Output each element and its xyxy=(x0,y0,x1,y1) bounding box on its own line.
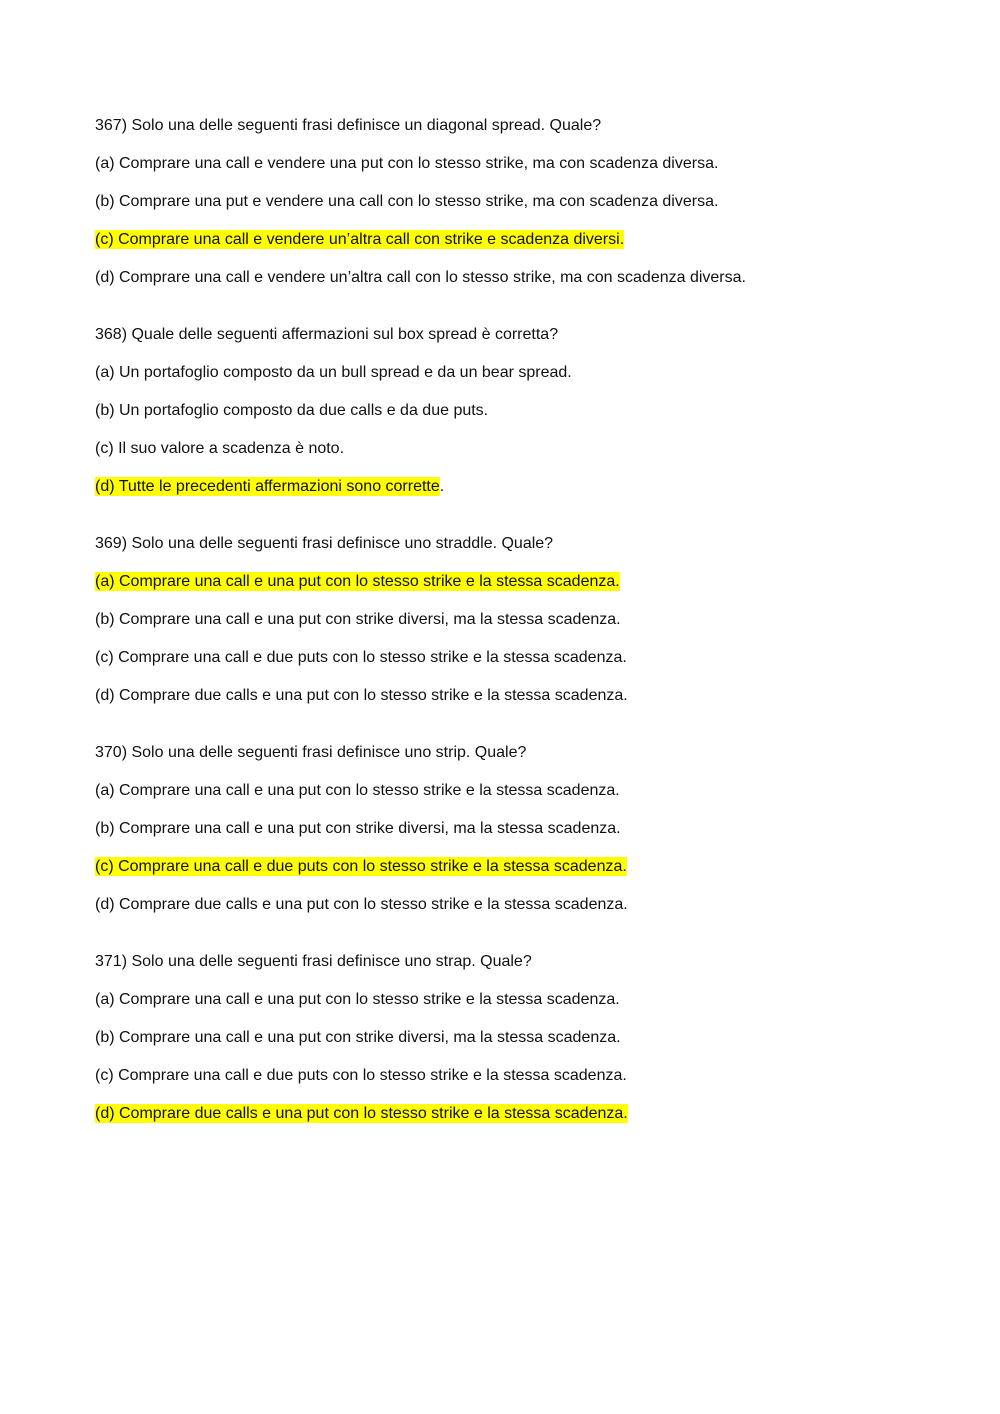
answer-option-a: (a) Un portafoglio composto da un bull spread e da un bear spread. xyxy=(95,364,572,381)
answer-option-a: (a) Comprare una call e una put con lo stesso strike e la stessa scadenza. xyxy=(95,991,620,1008)
question-prompt: 370) Solo una delle seguenti frasi definisce uno strip. Quale? xyxy=(95,744,527,761)
question-prompt: 368) Quale delle seguenti affermazioni sul box spread è corretta? xyxy=(95,326,559,343)
answer-option-d: (d) Tutte le precedenti affermazioni sono corrette. xyxy=(95,478,445,495)
answer-option-a: (a) Comprare una call e vendere una put con lo stesso strike, ma con scadenza diversa. xyxy=(95,155,719,172)
question-prompt: 367) Solo una delle seguenti frasi definisce un diagonal spread. Quale? xyxy=(95,117,602,134)
answer-option-d: (d) Comprare due calls e una put con lo stesso strike e la stessa scadenza. xyxy=(95,1105,628,1122)
answer-option-c: (c) Comprare una call e vendere un’altra call con strike e scadenza diversi. xyxy=(95,231,625,248)
answer-option-a: (a) Comprare una call e una put con lo stesso strike e la stessa scadenza. xyxy=(95,573,620,590)
answer-option-b: (b) Comprare una call e una put con strike diversi, ma la stessa scadenza. xyxy=(95,820,621,837)
answer-option-c: (c) Comprare una call e due puts con lo stesso strike e la stessa scadenza. xyxy=(95,649,627,666)
answer-option-d: (d) Comprare due calls e una put con lo stesso strike e la stessa scadenza. xyxy=(95,896,628,913)
question-369 xyxy=(95,534,915,706)
answer-option-b: (b) Comprare una put e vendere una call con lo stesso strike, ma con scadenza diversa. xyxy=(95,193,719,210)
answer-option-c: (c) Il suo valore a scadenza è noto. xyxy=(95,440,345,457)
answer-option-b: (b) Comprare una call e una put con strike diversi, ma la stessa scadenza. xyxy=(95,1029,621,1046)
answer-option-c: (c) Comprare una call e due puts con lo stesso strike e la stessa scadenza. xyxy=(95,1067,627,1084)
answer-option-a: (a) Comprare una call e una put con lo stesso strike e la stessa scadenza. xyxy=(95,782,620,799)
question-368 xyxy=(95,325,915,497)
question-370 xyxy=(95,743,915,915)
answer-option-d: (d) Comprare una call e vendere un’altra call con lo stesso strike, ma con scadenza diversa. xyxy=(95,269,746,286)
answer-option-b: (b) Comprare una call e una put con strike diversi, ma la stessa scadenza. xyxy=(95,611,621,628)
question-367 xyxy=(95,116,915,288)
question-prompt: 369) Solo una delle seguenti frasi definisce uno straddle. Quale? xyxy=(95,535,554,552)
question-371 xyxy=(95,952,915,1124)
answer-option-d: (d) Comprare due calls e una put con lo stesso strike e la stessa scadenza. xyxy=(95,687,628,704)
document-page xyxy=(95,116,915,1124)
answer-option-b: (b) Un portafoglio composto da due calls e da due puts. xyxy=(95,402,489,419)
question-prompt: 371) Solo una delle seguenti frasi definisce uno strap. Quale? xyxy=(95,953,532,970)
answer-option-c: (c) Comprare una call e due puts con lo stesso strike e la stessa scadenza. xyxy=(95,858,627,875)
